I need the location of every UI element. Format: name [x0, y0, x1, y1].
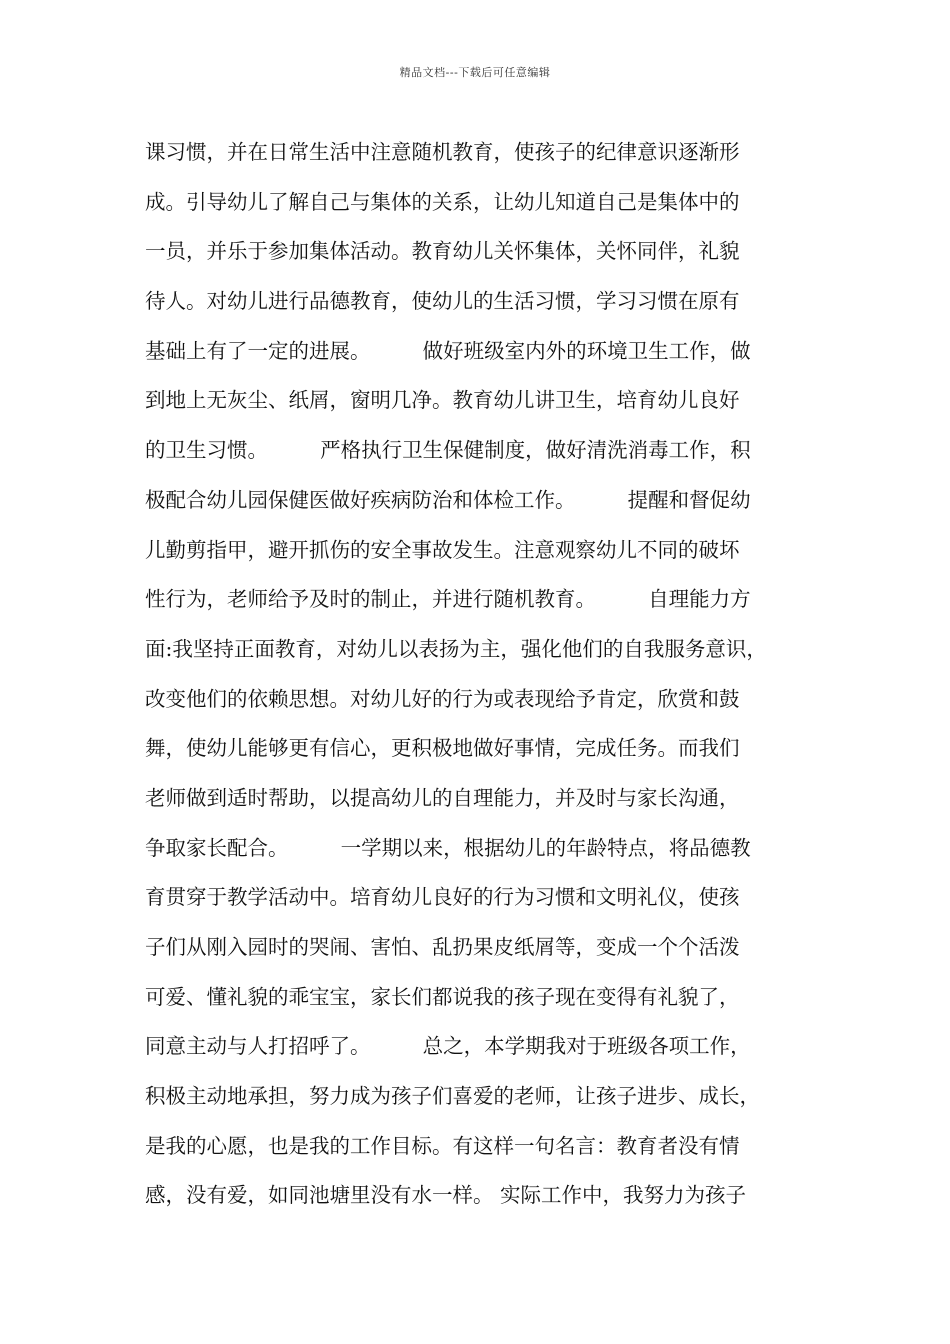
text-line: 子们从刚入园时的哭闹、害怕、乱扔果皮纸屑等，变成一个个活泼 [145, 935, 740, 959]
text-line: 基础上有了一定的进展。 做好班级室内外的环境卫生工作，做 [145, 338, 751, 363]
text-line: 成。引导幼儿了解自己与集体的关系，让幼儿知道自己是集体中的 [145, 189, 740, 214]
text-line: 积极主动地承担，努力成为孩子们喜爱的老师，让孩子进步、成长， [145, 1084, 760, 1109]
text-line: 同意主动与人打招呼了。 总之，本学期我对于班级各项工作， [145, 1034, 751, 1059]
text-line: 感，没有爱，如同池塘里没有水一样。 实际工作中，我努力为孩子 [145, 1183, 747, 1208]
text-line: 舞，使幼儿能够更有信心，更积极地做好事情，完成任务。而我们 [145, 736, 740, 761]
text-line: 育贯穿于教学活动中。培育幼儿良好的行为习惯和文明礼仪，使孩 [145, 885, 740, 910]
text-line: 是我的心愿，也是我的工作目标。有这样一句名言：教育者没有情 [145, 1133, 740, 1158]
text-line: 到地上无灰尘、纸屑，窗明几净。教育幼儿讲卫生，培育幼儿良好 [145, 388, 740, 413]
text-line: 儿勤剪指甲，避开抓伤的安全事故发生。注意观察幼儿不同的破坏 [145, 537, 740, 562]
text-line: 面:我坚持正面教育，对幼儿以表扬为主，强化他们的自我服务意识， [145, 636, 767, 661]
text-line: 课习惯，并在日常生活中注意随机教育，使孩子的纪律意识逐渐形 [145, 140, 740, 164]
text-line: 可爱、懂礼貌的乖宝宝，家长们都说我的孩子现在变得有礼貌了， [145, 984, 740, 1009]
text-line: 的卫生习惯。 严格执行卫生保健制度，做好清洗消毒工作，积 [145, 438, 751, 463]
text-line: 争取家长配合。 一学期以来，根据幼儿的年龄特点，将品德教 [145, 835, 751, 860]
text-line: 极配合幼儿园保健医做好疾病防治和体检工作。 提醒和督促幼 [145, 487, 751, 512]
text-line: 待人。对幼儿进行品德教育，使幼儿的生活习惯，学习习惯在原有 [145, 289, 740, 314]
text-line: 性行为，老师给予及时的制止，并进行随机教育。 自理能力方 [145, 587, 751, 612]
text-line: 改变他们的依赖思想。对幼儿好的行为或表现给予肯定，欣赏和鼓 [145, 686, 740, 711]
text-line: 老师做到适时帮助，以提高幼儿的自理能力，并及时与家长沟通， [145, 785, 740, 810]
text-line: 一员，并乐于参加集体活动。教育幼儿关怀集体，关怀同伴，礼貌 [145, 239, 740, 264]
document-body [145, 128, 825, 1221]
page-header: 精品文档---下载后可任意编辑 [399, 66, 551, 79]
